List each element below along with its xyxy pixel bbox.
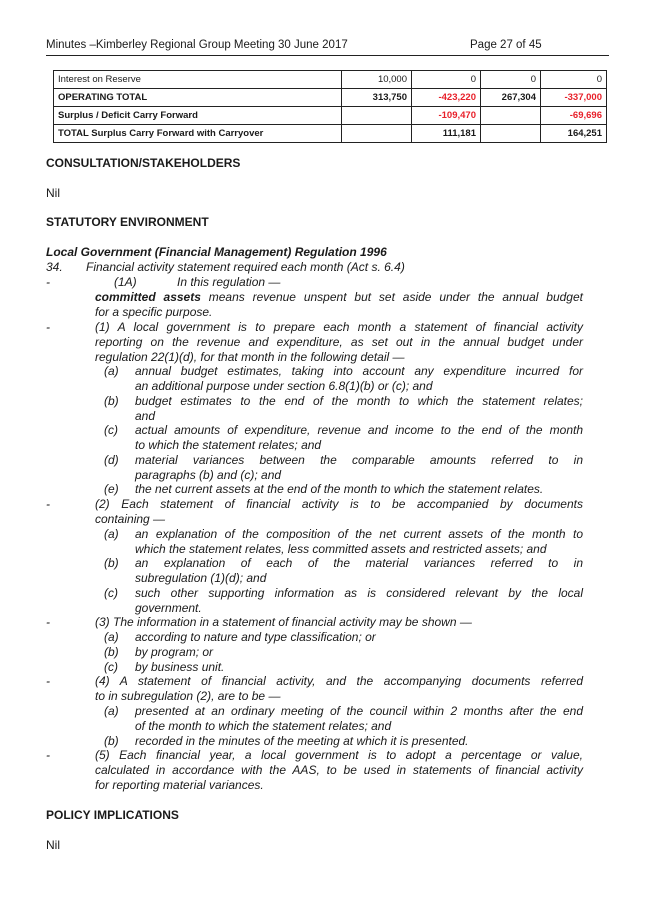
clause-number: (1A)	[114, 275, 137, 289]
clause-dash: -	[46, 615, 50, 629]
page-header	[46, 39, 609, 55]
table-row	[54, 89, 607, 107]
item-text: an explanation of each of the material variances referred to in	[135, 556, 583, 570]
consultation-heading: CONSULTATION/STAKEHOLDERS	[46, 156, 241, 170]
regulation-title: Local Government (Financial Management) Regulation 1996	[46, 245, 387, 259]
item-text: such other supporting information as is considered relevant by the local	[135, 586, 583, 600]
clause-text: In this regulation —	[177, 275, 281, 289]
cell-value: 0	[541, 71, 607, 89]
clause-dash: -	[46, 748, 50, 762]
table-row	[54, 125, 607, 143]
cell-value: 0	[481, 71, 541, 89]
item-label: (a)	[104, 364, 119, 378]
item-label: (c)	[104, 586, 118, 600]
clause-text: (2) Each statement of financial activity is to be accompanied by documents	[95, 497, 583, 511]
policy-body: Nil	[46, 838, 60, 852]
item-text: by program; or	[135, 645, 214, 659]
row-label: OPERATING TOTAL	[54, 89, 342, 107]
clause-dash: -	[46, 674, 50, 688]
item-text: budget estimates to the end of the month to which the statement relates;	[135, 394, 583, 408]
item-text: recorded in the minutes of the meeting at which it is presented.	[135, 734, 469, 748]
row-label: Interest on Reserve	[54, 71, 342, 89]
clause-text: calculated in accordance with the AAS, to be used in statements of financial activity	[95, 763, 583, 777]
row-label: Surplus / Deficit Carry Forward	[54, 107, 342, 125]
item-text: presented at an ordinary meeting of the council within 2 months after the end	[135, 704, 583, 718]
item-text: an explanation of the composition of the net current assets of the month to	[135, 527, 583, 541]
definition-text: means revenue unspent but set aside under the annual budget	[208, 290, 583, 304]
item-label: (d)	[104, 453, 119, 467]
clause-text: regulation 22(1)(d), for that month in the following detail —	[95, 350, 405, 364]
item-text: to which the statement relates; and	[135, 438, 322, 452]
clause-dash: -	[46, 320, 50, 334]
clause-text: containing —	[95, 512, 166, 526]
header-title: Minutes –Kimberley Regional Group Meeting 30 June 2017	[46, 39, 348, 51]
cell-value: 267,304	[481, 89, 541, 107]
clause-text: for reporting material variances.	[95, 778, 264, 792]
clause-text: (4) A statement of financial activity, and the accompanying documents referred	[95, 674, 583, 688]
cell-value: 111,181	[412, 125, 481, 143]
clause-text: (5) Each financial year, a local government is to adopt a percentage or value,	[95, 748, 583, 762]
cell-value: -109,470	[412, 107, 481, 125]
defined-term: committed assets	[95, 290, 201, 304]
item-text: and	[135, 409, 156, 423]
item-text: government.	[135, 601, 202, 615]
cell-value: -69,696	[541, 107, 607, 125]
item-text: material variances between the comparable amounts referred to in	[135, 453, 583, 467]
policy-heading: POLICY IMPLICATIONS	[46, 808, 179, 822]
clause-text: (3) The information in a statement of financial activity may be shown —	[95, 615, 472, 629]
cell-value: 0	[412, 71, 481, 89]
item-text: annual budget estimates, taking into account any expenditure incurred for	[135, 364, 583, 378]
item-text: of the month to which the statement relates; and	[135, 719, 392, 733]
page-number: Page 27 of 45	[470, 39, 542, 51]
item-label: (a)	[104, 704, 119, 718]
cell-value: -337,000	[541, 89, 607, 107]
cell-value	[481, 125, 541, 143]
table-row	[54, 107, 607, 125]
item-text: the net current assets at the end of the month to which the statement relates.	[135, 482, 544, 496]
cell-value: -423,220	[412, 89, 481, 107]
financial-table	[53, 70, 607, 143]
item-label: (b)	[104, 556, 119, 570]
cell-value	[342, 125, 412, 143]
cell-value: 10,000	[342, 71, 412, 89]
item-label: (b)	[104, 645, 119, 659]
clause-text: (1) A local government is to prepare each month a statement of financial activity	[95, 320, 583, 334]
item-text: actual amounts of expenditure, revenue and income to the end of the month	[135, 423, 583, 437]
cell-value: 313,750	[342, 89, 412, 107]
item-label: (c)	[104, 423, 118, 437]
item-text: which the statement relates, less committed assets and restricted assets; and	[135, 542, 547, 556]
item-text: paragraphs (b) and (c); and	[135, 468, 282, 482]
clause-dash: -	[46, 275, 50, 289]
definition-line: for a specific purpose.	[95, 305, 213, 319]
definition-line	[95, 290, 583, 305]
header-divider	[46, 55, 609, 56]
statutory-heading: STATUTORY ENVIRONMENT	[46, 215, 209, 229]
item-label: (a)	[104, 630, 119, 644]
item-label: (b)	[104, 394, 119, 408]
consultation-body: Nil	[46, 186, 60, 200]
item-label: (c)	[104, 660, 118, 674]
item-text: by business unit.	[135, 660, 225, 674]
item-label: (a)	[104, 527, 119, 541]
row-label: TOTAL Surplus Carry Forward with Carryover	[54, 125, 342, 143]
item-text: according to nature and type classification; or	[135, 630, 376, 644]
clause-text: reporting on the revenue and expenditure, as set out in the annual budget under	[95, 335, 583, 349]
cell-value	[342, 107, 412, 125]
item-text: an additional purpose under section 6.8(1)(b) or (c); and	[135, 379, 433, 393]
cell-value	[481, 107, 541, 125]
table-row	[54, 71, 607, 89]
item-text: subregulation (1)(d); and	[135, 571, 267, 585]
clause-dash: -	[46, 497, 50, 511]
clause-text: to in subregulation (2), are to be —	[95, 689, 281, 703]
section-title: Financial activity statement required each month (Act s. 6.4)	[86, 260, 405, 274]
item-label: (e)	[104, 482, 119, 496]
item-label: (b)	[104, 734, 119, 748]
cell-value: 164,251	[541, 125, 607, 143]
section-number: 34.	[46, 260, 63, 274]
